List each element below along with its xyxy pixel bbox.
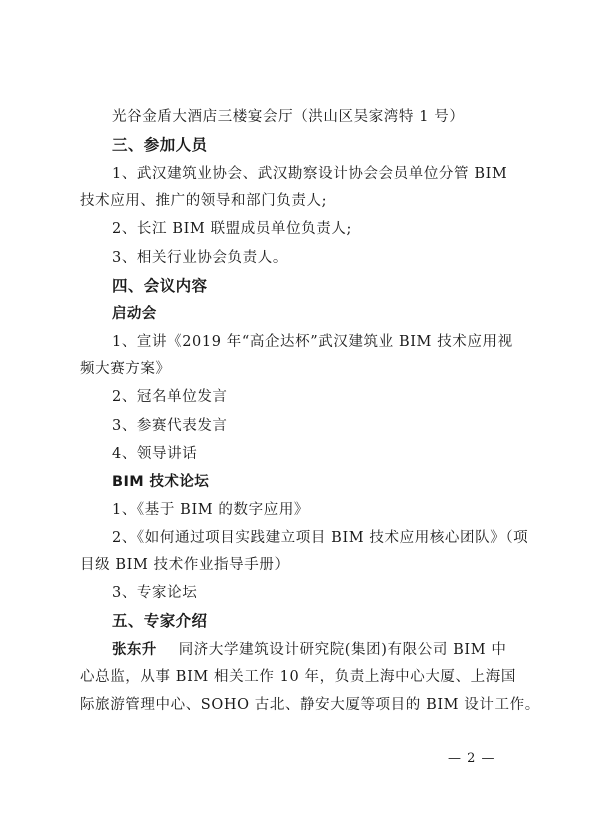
forum-item-2-line-2: 目级 BIM 技术作业指导手册） (80, 557, 290, 573)
forum-item-2-line-1: 2、《如何通过项目实践建立项目 BIM 技术应用核心团队》（项 (112, 530, 529, 546)
attendee-item-1-line-2: 技术应用、推广的领导和部门负责人; (80, 193, 328, 209)
forum-subheading: BIM 技术论坛 (112, 474, 210, 490)
venue-line: 光谷金盾大酒店三楼宴会厅（洪山区吴家湾特 1 号） (112, 109, 465, 125)
attendee-item-3: 3、相关行业协会负责人。 (112, 250, 288, 266)
expert-intro-line-1 (112, 640, 506, 660)
launch-subheading: 启动会 (112, 306, 157, 322)
expert-name: 张东升 (112, 642, 157, 658)
section-3-heading: 三、参加人员 (112, 136, 208, 154)
expert-intro-line-3: 际旅游管理中心、SOHO 古北、静安大厦等项目的 BIM 设计工作。 (80, 697, 540, 713)
launch-item-1-line-1: 1、宣讲《2019 年“高企达杯”武汉建筑业 BIM 技术应用视 (112, 334, 513, 350)
section-4-heading: 四、会议内容 (112, 277, 208, 295)
launch-item-1-line-2: 频大赛方案》 (80, 361, 171, 377)
launch-item-3: 3、参赛代表发言 (112, 418, 228, 434)
attendee-item-1-line-1: 1、武汉建筑业协会、武汉勘察设计协会会员单位分管 BIM (112, 166, 508, 182)
attendee-item-2: 2、长江 BIM 联盟成员单位负责人; (112, 221, 352, 237)
forum-item-3: 3、专家论坛 (112, 585, 198, 601)
page-number: — 2 — (448, 751, 496, 766)
forum-item-1: 1、《基于 BIM 的数字应用》 (112, 502, 310, 518)
section-5-heading: 五、专家介绍 (112, 612, 208, 630)
launch-item-2: 2、冠名单位发言 (112, 389, 228, 405)
launch-item-4: 4、领导讲话 (112, 446, 198, 462)
expert-intro-line-1-rest: 同济大学建筑设计研究院(集团)有限公司 BIM 中 (178, 642, 507, 658)
expert-intro-line-2: 心总监，从事 BIM 相关工作 10 年，负责上海中心大厦、上海国 (80, 669, 516, 685)
